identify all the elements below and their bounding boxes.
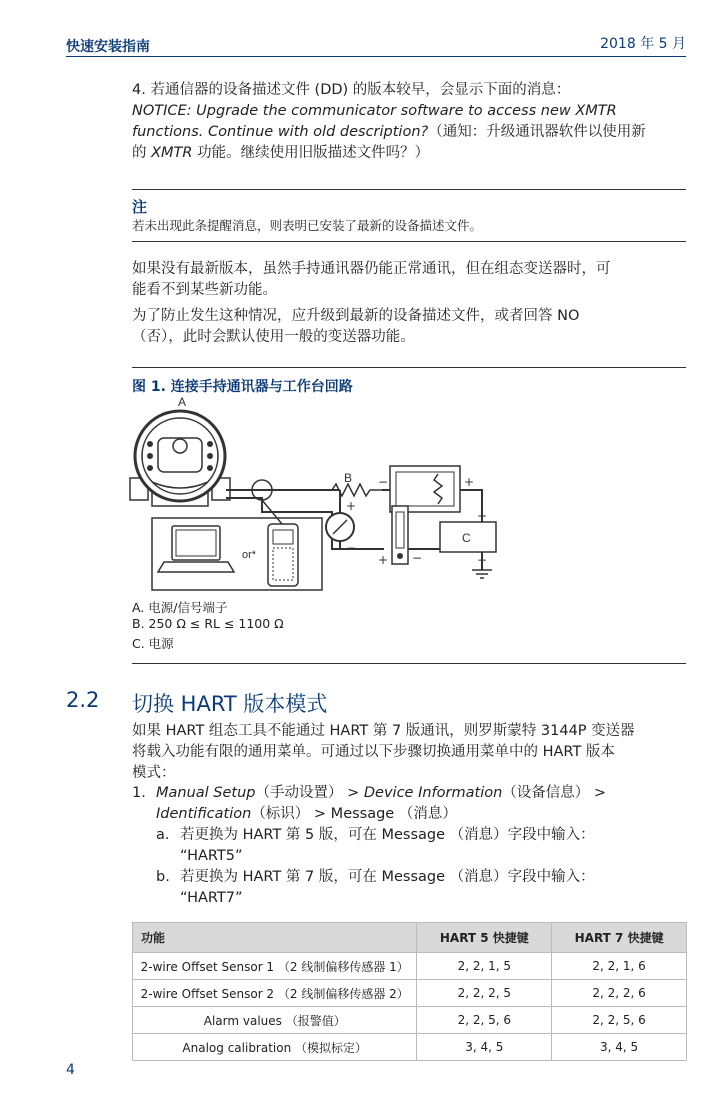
legend-b: B. 250 Ω ≤ RL ≤ 1100 Ω	[132, 616, 284, 631]
header-title: 快速安装指南	[66, 39, 150, 55]
figure-title: 图 1. 连接手持通讯器与工作台回路	[132, 379, 353, 395]
svg-text:+: +	[346, 499, 357, 513]
page-number: 4	[66, 1062, 75, 1078]
table-cell: 2, 2, 2, 6	[552, 980, 687, 1007]
table-header-row	[133, 923, 687, 953]
note-title: 注	[132, 198, 148, 216]
notice-line2	[132, 122, 686, 143]
section-title: 切换 HART 版本模式	[132, 692, 328, 716]
table-cell: 2, 2, 5, 6	[417, 1007, 552, 1034]
substep-b	[180, 867, 595, 909]
substep-b-line2: “HART7”	[180, 890, 243, 906]
para1-line1: 如果没有最新版本，虽然手持通讯器仍能正常通讯，但在组态变送器时，可	[132, 261, 611, 277]
col-hart5: HART 5 快捷键	[417, 923, 552, 953]
table-row	[133, 980, 687, 1007]
step1-d: （设备信息） >	[502, 785, 607, 801]
identification: Identification	[156, 806, 252, 822]
sec-para-line3: 模式：	[132, 765, 176, 781]
figure-top-rule	[132, 367, 686, 368]
step4-block	[132, 80, 686, 164]
step1-text	[156, 783, 686, 825]
svg-text:−: −	[412, 551, 423, 565]
legend-c: C. 电源	[132, 636, 174, 651]
legend-a: A. 电源/信号端子	[132, 600, 228, 615]
svg-text:+: +	[477, 509, 488, 523]
table-cell: 2-wire Offset Sensor 2 （2 线制偏移传感器 2）	[133, 980, 417, 1007]
section-number: 2.2	[66, 688, 100, 712]
table-cell: Alarm values （报警值）	[133, 1007, 417, 1034]
note-bottom-rule	[132, 241, 686, 242]
figure-bottom-rule	[132, 663, 686, 664]
notice-line3-italic: XMTR	[151, 145, 193, 161]
label-c: C	[462, 531, 471, 545]
para1	[132, 259, 686, 301]
table-cell: Analog calibration （模拟标定）	[133, 1034, 417, 1061]
notice-line2-rest: （通知：升级通讯器软件以使用新	[428, 124, 646, 140]
section-paragraph	[132, 721, 686, 784]
table-cell: 2, 2, 1, 5	[417, 953, 552, 980]
step1-number: 1.	[132, 785, 146, 801]
manual-setup: Manual Setup	[156, 785, 256, 801]
label-a: A	[178, 395, 187, 409]
notice-line3-pre: 的	[132, 145, 152, 161]
step1-b: （手动设置） >	[255, 785, 364, 801]
svg-text:−: −	[477, 553, 488, 567]
label-or: or*	[242, 549, 257, 561]
para2-line1: 为了防止发生这种情况，应升级到最新的设备描述文件，或者回答 NO	[132, 308, 580, 324]
notice-line2-italic: functions. Continue with old description?	[132, 124, 429, 140]
notice-line1: NOTICE: Upgrade the communicator software to access new XMTR	[132, 103, 617, 119]
substep-b-number: b.	[156, 869, 170, 885]
substep-a-line2: “HART5”	[180, 848, 243, 864]
substep-b-line1: 若更换为 HART 第 7 版，可在 Message （消息）字段中输入：	[180, 869, 595, 885]
hotkey-table	[132, 922, 687, 1061]
notice-line3-rest: 功能。继续使用旧版描述文件吗？）	[192, 145, 430, 161]
table-cell: 2-wire Offset Sensor 1 （2 线制偏移传感器 1）	[133, 953, 417, 980]
table-cell: 2, 2, 2, 5	[417, 980, 552, 1007]
table-cell: 2, 2, 1, 6	[552, 953, 687, 980]
para1-line2: 能看不到某些新功能。	[132, 282, 277, 298]
notice-line3	[132, 143, 686, 164]
svg-text:−: −	[378, 475, 389, 489]
handheld-communicator-icon	[268, 524, 298, 586]
col-function: 功能	[133, 923, 417, 953]
table-row	[133, 1007, 687, 1034]
svg-text:+: +	[464, 475, 475, 489]
table-cell: 3, 4, 5	[417, 1034, 552, 1061]
step1-f: （标识） > Message （消息）	[251, 806, 457, 822]
svg-text:+: +	[378, 553, 389, 567]
col-hart7: HART 7 快捷键	[552, 923, 687, 953]
para2-line2: （否），此时会默认使用一般的变送器功能。	[132, 329, 415, 345]
para2	[132, 306, 686, 348]
note-top-rule	[132, 189, 686, 190]
load-box	[390, 466, 460, 512]
step1-line2	[156, 804, 686, 825]
transmitter-icon	[130, 411, 230, 506]
table-row	[133, 1034, 687, 1061]
wiring-diagram	[122, 394, 512, 594]
step4-intro: 4. 若通信器的设备描述文件 (DD) 的版本较早，会显示下面的消息：	[132, 82, 571, 98]
substep-a-number: a.	[156, 827, 170, 843]
step1-line1	[156, 783, 686, 804]
device-information: Device Information	[363, 785, 503, 801]
svg-text:−: −	[346, 541, 357, 555]
sec-para-line1: 如果 HART 组态工具不能通过 HART 第 7 版通讯，则罗斯蒙特 3144P 变送器	[132, 723, 635, 739]
note-text: 若未出现此条提醒消息，则表明已安装了最新的设备描述文件。	[132, 218, 483, 233]
header-date: 2018 年 5 月	[600, 36, 686, 52]
table-row	[133, 953, 687, 980]
substep-a	[180, 825, 595, 867]
table-cell: 2, 2, 5, 6	[552, 1007, 687, 1034]
sec-para-line2: 将载入功能有限的通用菜单。可通过以下步骤切换通用菜单中的 HART 版本	[132, 744, 615, 760]
table-cell: 3, 4, 5	[552, 1034, 687, 1061]
substep-a-line1: 若更换为 HART 第 5 版，可在 Message （消息）字段中输入：	[180, 827, 595, 843]
header-rule	[66, 56, 686, 57]
label-b: B	[344, 471, 353, 485]
